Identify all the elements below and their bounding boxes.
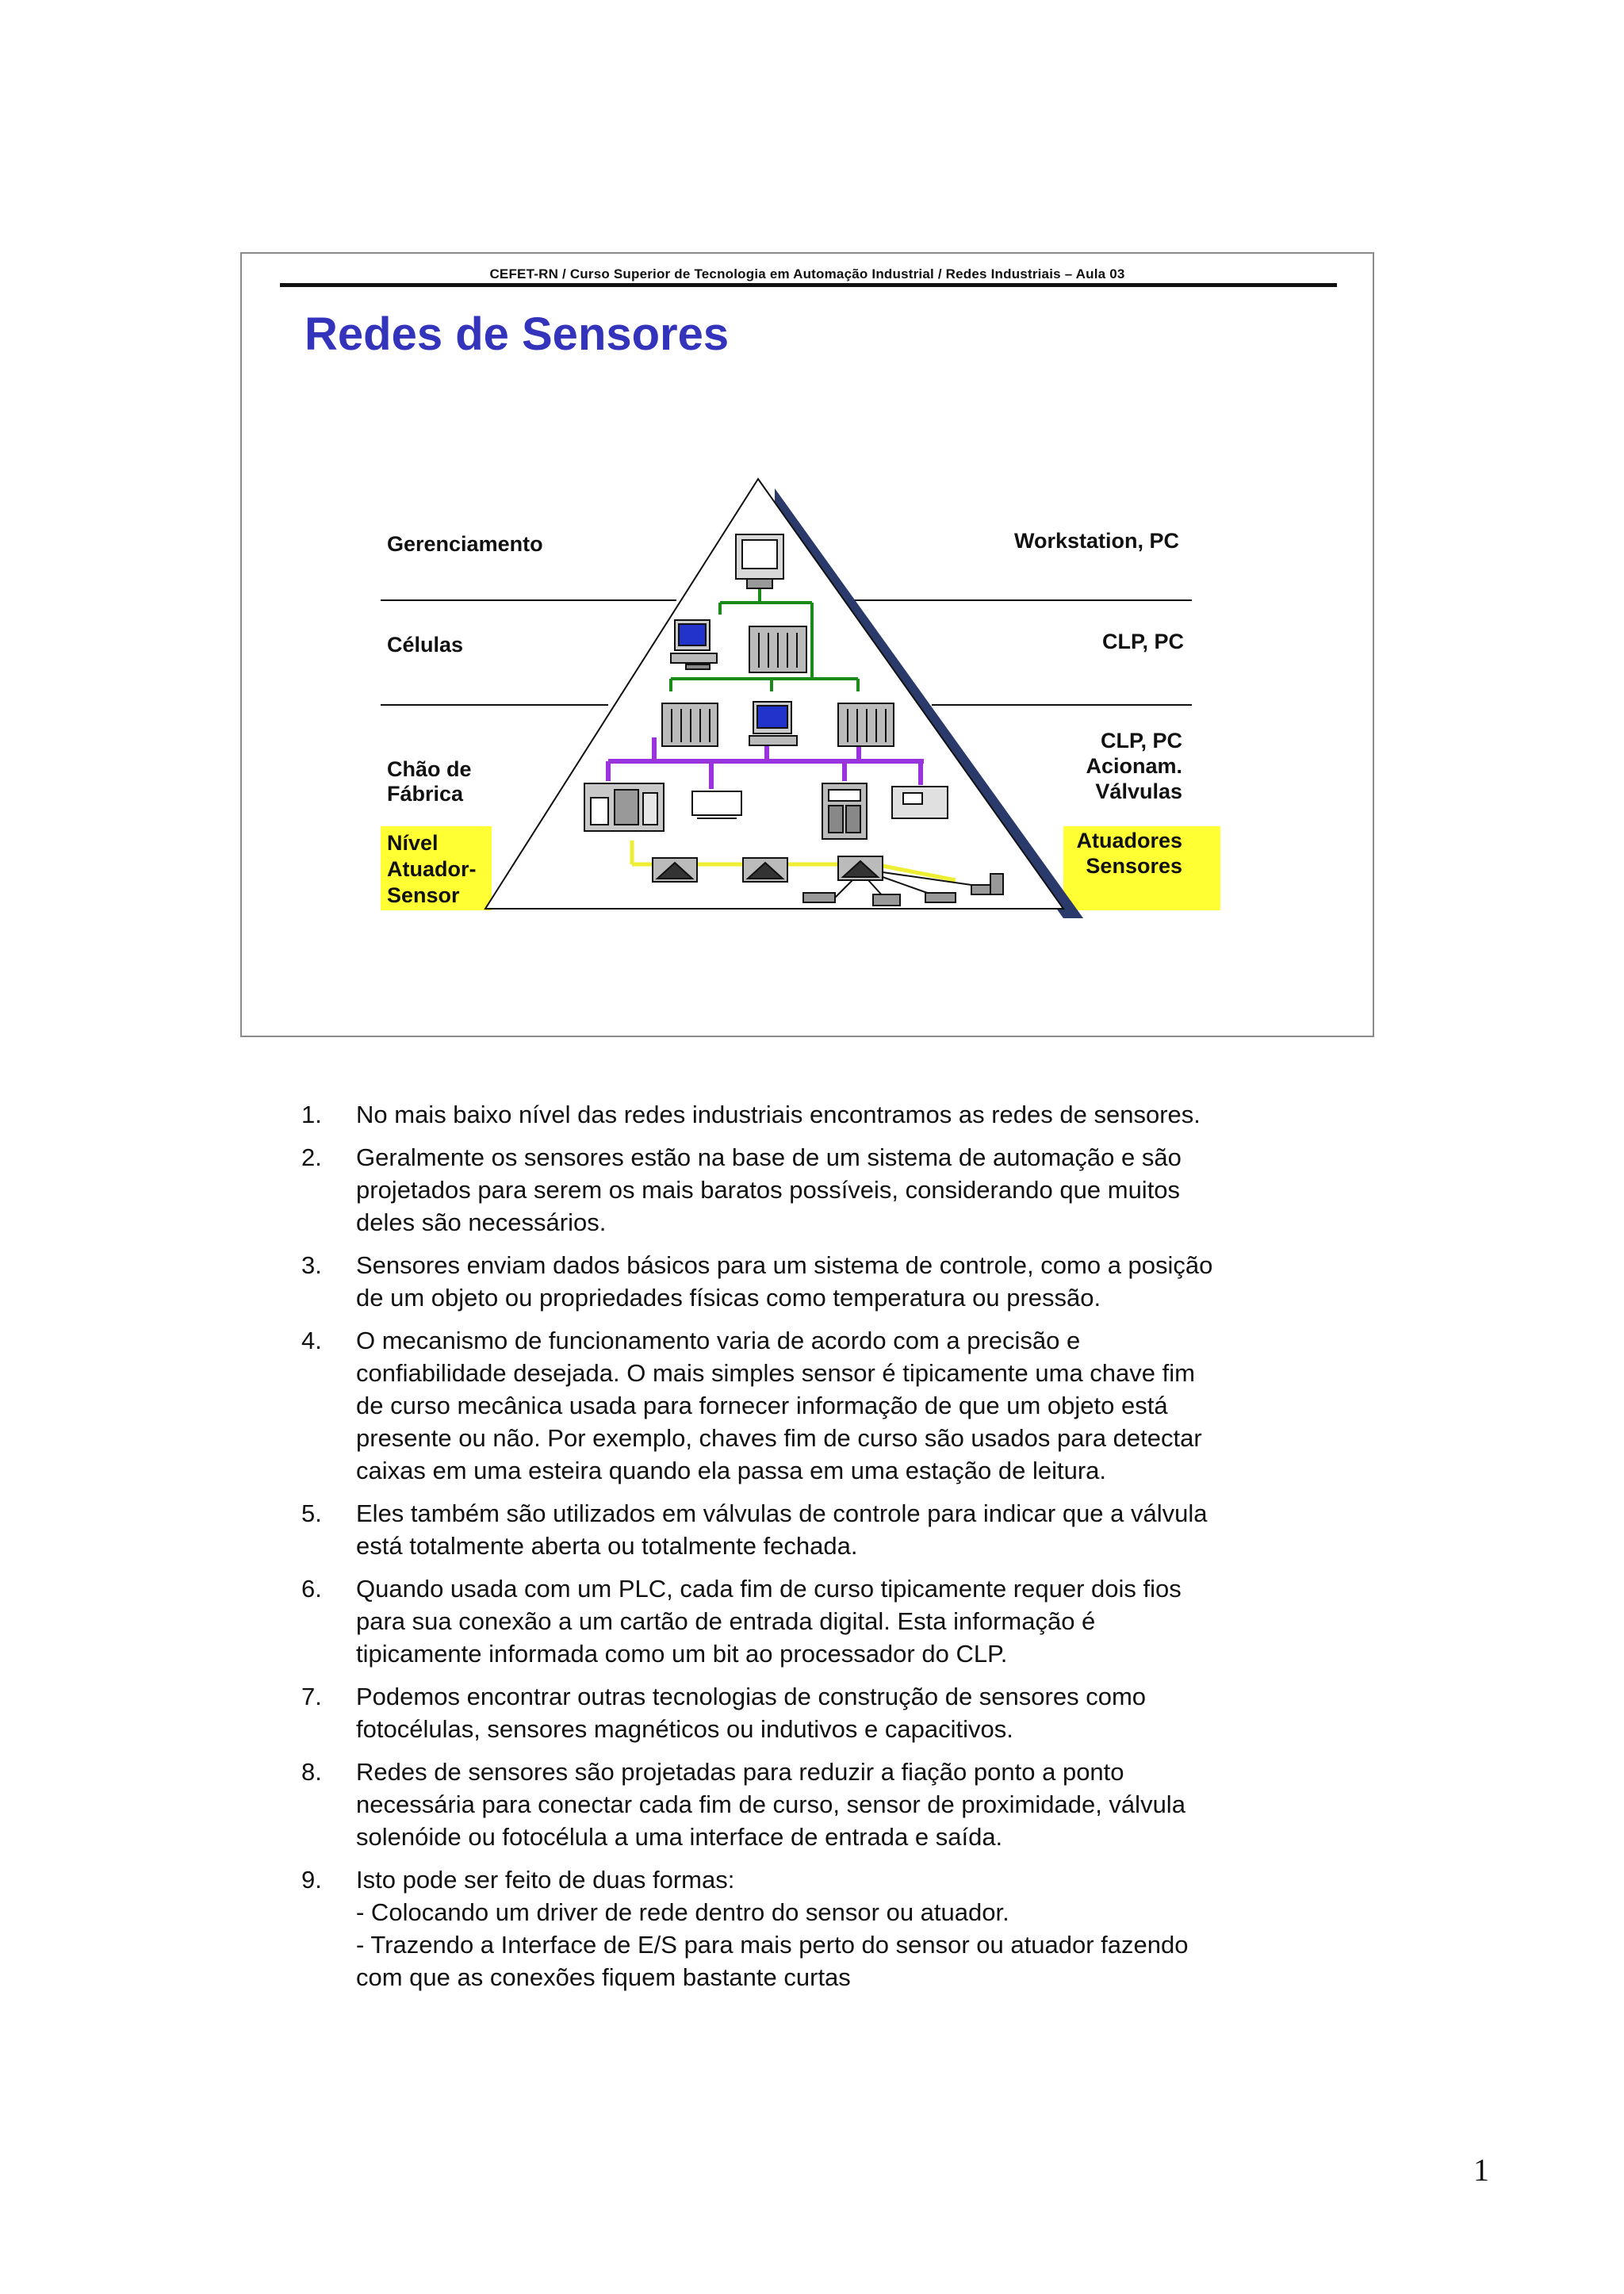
list-item	[301, 1141, 1332, 1239]
list-item-text: Quando usada com um PLC, cada fim de curso tipicamente requer dois fios para sua conexão a um cartão de entrada digital. Esta informação é tipicamente informada como um bit ao processador do CLP.	[356, 1575, 1182, 1668]
label-sensores: Sensores	[1086, 854, 1182, 878]
list-item	[301, 1497, 1332, 1562]
label-clp-pc-floor: CLP, PC	[1100, 729, 1182, 753]
list-item-text: Sensores enviam dados básicos para um sistema de controle, como a posição de um objeto ou propriedades físicas como temperatura ou pressão.	[356, 1251, 1213, 1312]
list-item-text: O mecanismo de funcionamento varia de acordo com a precisão e confiabilidade desejada. O mais simples sensor é tipicamente uma chave fim de curso mecânica usada para fornecer informação de que um objeto está presente ou não. Por exemplo, chaves fim de curso são usados para detectar caixas em uma esteira quando ela passa em uma estação de leitura.	[356, 1327, 1202, 1484]
control-panel-icon	[822, 783, 867, 839]
sensor-node-icon-2	[743, 858, 787, 882]
plc-rack-icon-cell	[749, 626, 806, 672]
label-atuador: Atuador-	[387, 857, 477, 881]
list-item-text: Redes de sensores são projetadas para reduzir a fiação ponto a ponto necessária para conectar cada fim de curso, sensor de proximidade, válvula solenóide ou fotocélula a uma interface de entrada e saída.	[356, 1758, 1185, 1851]
list-item-text: No mais baixo nível das redes industriais encontramos as redes de sensores.	[356, 1101, 1201, 1128]
label-gerenciamento: Gerenciamento	[387, 532, 543, 556]
label-acionam: Acionam.	[1086, 754, 1182, 778]
pc-icon-cell	[671, 620, 717, 669]
label-celulas: Células	[387, 633, 464, 657]
sensor-node-icon-3	[838, 856, 883, 880]
list-item-number: 7.	[301, 1683, 322, 1710]
list-item-text: Podemos encontrar outras tecnologias de construção de sensores como fotocélulas, sensores magnéticos ou indutivos e capacitivos.	[356, 1683, 1147, 1743]
list-item	[301, 1863, 1332, 1993]
page-number: 1	[1473, 2152, 1489, 2188]
list-item	[301, 1756, 1332, 1853]
io-module-icon	[692, 791, 741, 818]
list-item-text: Geralmente os sensores estão na base de um sistema de automação e são projetados para serem os mais baratos possíveis, considerando que muitos deles são necessários.	[356, 1143, 1182, 1236]
list-item	[301, 1680, 1332, 1745]
list-item-number: 1.	[301, 1101, 322, 1128]
numbered-list	[301, 1098, 1332, 2004]
list-item	[301, 1572, 1332, 1670]
pc-icon-floor	[749, 702, 797, 745]
label-sensor: Sensor	[387, 883, 460, 907]
list-item	[301, 1249, 1332, 1314]
label-nivel: Nível	[387, 831, 439, 855]
label-atuadores: Atuadores	[1076, 829, 1182, 852]
label-clp-pc-cells: CLP, PC	[1101, 630, 1184, 653]
list-item-text: Eles também são utilizados em válvulas de controle para indicar que a válvula está totalmente aberta ou totalmente fechada.	[356, 1499, 1208, 1560]
slide-title: Redes de Sensores	[304, 308, 730, 360]
label-workstation-pc: Workstation, PC	[1013, 529, 1179, 553]
sensor-node-icon-1	[653, 858, 697, 882]
list-item-number: 3.	[301, 1251, 322, 1279]
slide-frame	[240, 252, 1374, 1037]
label-valvulas: Válvulas	[1095, 779, 1182, 803]
list-item-number: 4.	[301, 1327, 322, 1354]
label-fabrica: Fábrica	[387, 782, 464, 806]
list-item-number: 8.	[301, 1758, 322, 1786]
list-item-number: 6.	[301, 1575, 322, 1603]
plc-rack-icon-left	[662, 703, 718, 746]
list-item	[301, 1324, 1332, 1487]
plc-rack-icon-right	[838, 703, 894, 746]
list-item	[301, 1098, 1332, 1131]
motor-icon	[892, 787, 948, 818]
list-item-number: 5.	[301, 1499, 322, 1527]
slide-header: CEFET-RN / Curso Superior de Tecnologia em Automação Industrial / Redes Industriais – Aula 03	[489, 266, 1125, 281]
drive-cabinet-icon	[584, 783, 664, 831]
list-item-number: 9.	[301, 1866, 322, 1894]
list-item-text: Isto pode ser feito de duas formas: - Colocando um driver de rede dentro do sensor ou atuador. - Trazendo a Interface de E/S para mais perto do sensor ou atuador fazendo com que as conexões fiquem bastante curtas	[356, 1866, 1189, 1991]
list-item-number: 2.	[301, 1143, 322, 1171]
label-chao-de: Chão de	[387, 757, 472, 781]
